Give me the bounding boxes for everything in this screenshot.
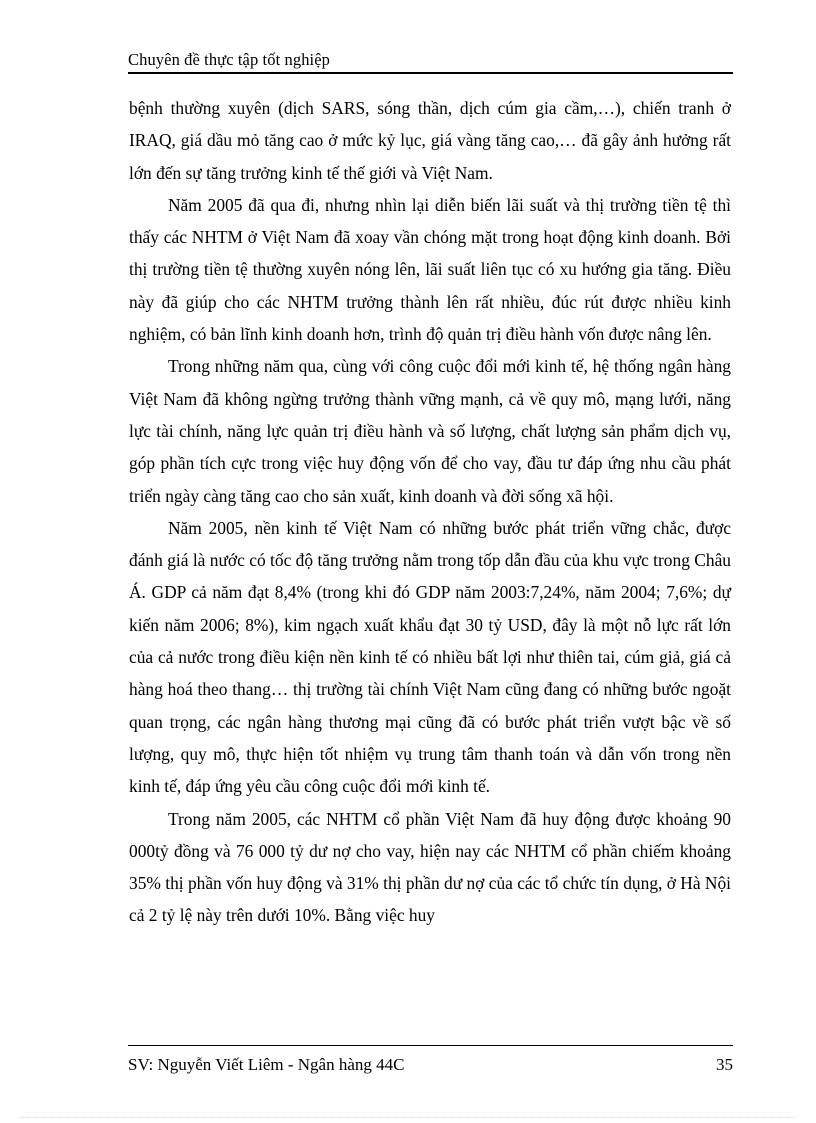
page-header: [128, 50, 733, 74]
document-body: [129, 92, 731, 932]
paragraph-continuation: bệnh thường xuyên (dịch SARS, sóng thần, dịch cúm gia cầm,…), chiến tranh ở IRAQ, giá dầu mỏ tăng cao ở mức kỷ lục, giá vàng tăng cao,… đã gây ảnh hưởng rất lớn đến sự tăng trưởng kinh tế thế giới và Việt Nam.: [129, 98, 731, 183]
page-footer: [128, 1045, 733, 1074]
paragraph: Năm 2005 đã qua đi, nhưng nhìn lại diễn biến lãi suất và thị trường tiền tệ thì thấy các NHTM ở Việt Nam đã xoay vần chóng mặt trong hoạt động kinh doanh. Bởi thị trường tiền tệ thường xuyên nóng lên, lãi suất liên tục có xu hướng gia tăng. Điều này đã giúp cho các NHTM trưởng thành lên rất nhiều, đúc rút được nhiều kinh nghiệm, có bản lĩnh kinh doanh hơn, trình độ quản trị điều hành vốn được nâng lên.: [129, 194, 731, 345]
footer-author: SV: Nguyễn Viết Liêm - Ngân hàng 44C: [128, 1055, 405, 1074]
page-bottom-edge: [20, 1117, 796, 1118]
paragraph: Năm 2005, nền kinh tế Việt Nam có những bước phát triển vững chắc, được đánh giá là nước có tốc độ tăng trưởng nằm trong tốp dẫn đầu của khu vực trong Châu Á. GDP cả năm đạt 8,4% (trong khi đó GDP năm 2003:7,24%, năm 2004; 7,6%; dự kiến năm 2006; 8%), kim ngạch xuất khẩu đạt 30 tỷ USD, đây là một nỗ lực rất lớn của cả nước trong điều kiện nền kinh tế có nhiều bất lợi như thiên tai, cúm giả, giá cả hàng hoá theo thang… thị trường tài chính Việt Nam cũng đang có những bước ngoặt quan trọng, các ngân hàng thương mại cũng đã có bước phát triển vượt bậc về số lượng, quy mô, thực hiện tốt nhiệm vụ trung tâm thanh toán và dẫn vốn trong nền kinh tế, đáp ứng yêu cầu công cuộc đổi mới kinh tế.: [129, 517, 731, 797]
header-title: Chuyên đề thực tập tốt nghiệp: [128, 50, 331, 69]
paragraph: Trong những năm qua, cùng với công cuộc đổi mới kinh tế, hệ thống ngân hàng Việt Nam đã không ngừng trưởng thành vững mạnh, cả về quy mô, mạng lưới, năng lực tài chính, năng lực quản trị điều hành và số lượng, chất lượng sản phẩm dịch vụ, góp phần tích cực trong việc huy động vốn để cho vay, đầu tư đáp ứng nhu cầu phát triển ngày càng tăng cao cho sản xuất, kinh doanh và đời sống xã hội.: [129, 356, 731, 506]
paragraph: Trong năm 2005, các NHTM cổ phần Việt Nam đã huy động được khoảng 90 000tỷ đồng và 76 000 tỷ dư nợ cho vay, hiện nay các NHTM cổ phần chiếm khoảng 35% thị phần vốn huy động và 31% thị phần dư nợ của các tổ chức tín dụng, ở Hà Nội cả 2 tỷ lệ này trên dưới 10%. Bằng việc huy: [129, 808, 731, 926]
page-number: 35: [716, 1055, 733, 1074]
